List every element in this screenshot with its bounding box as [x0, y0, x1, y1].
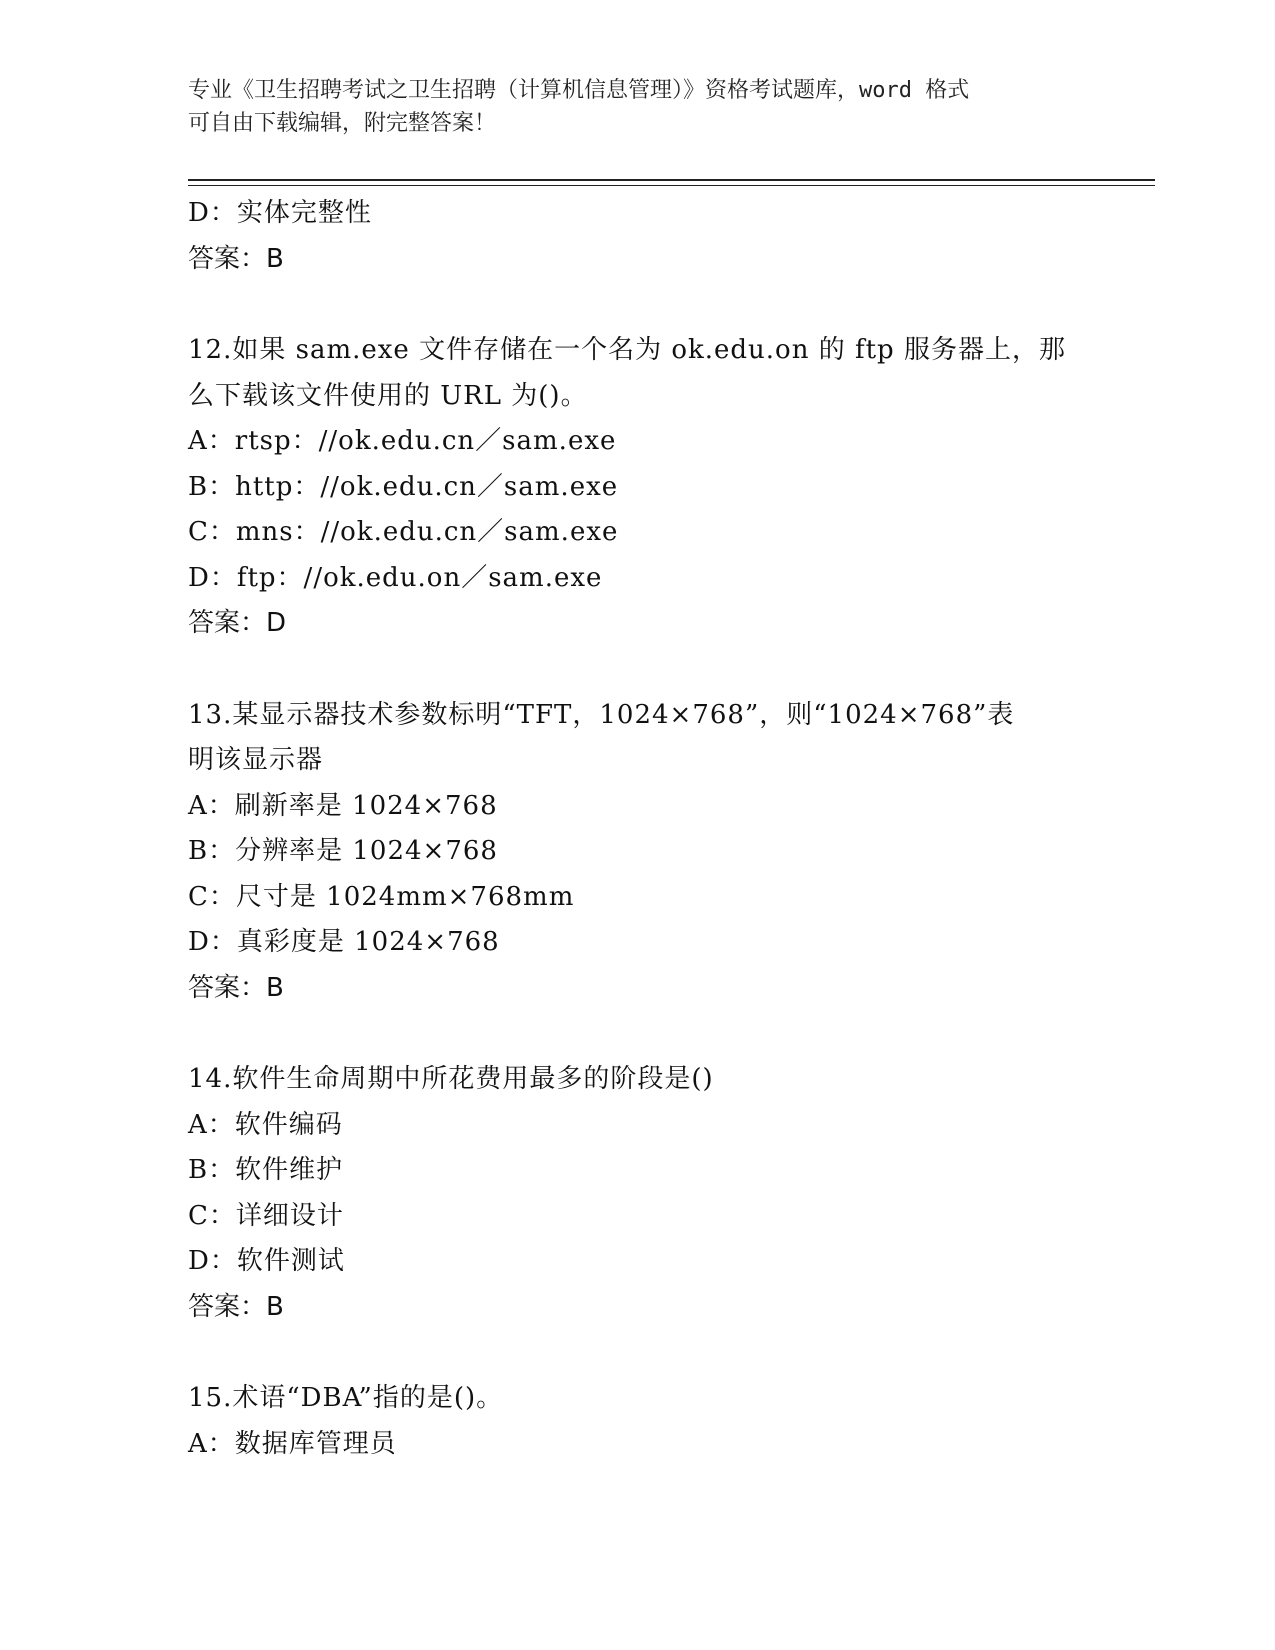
option-d: D：ftp：//ok.edu.on／sam.exe: [188, 562, 603, 593]
question-stem: 14.软件生命周期中所花费用最多的阶段是(): [188, 1064, 714, 1094]
option-b: B：软件维护: [188, 1155, 344, 1185]
header-line-2: 可自由下载编辑，附完整答案！: [188, 111, 497, 136]
option-b: B：http：//ok.edu.cn／sam.exe: [188, 471, 619, 502]
header-line-1: 专业《卫生招聘考试之卫生招聘（计算机信息管理）》资格考试题库，word 格式: [188, 78, 970, 103]
question-stem: 15.术语“DBA”指的是()。: [188, 1383, 504, 1413]
option-d: D：实体完整性: [188, 198, 372, 228]
answer: 答案：B: [188, 972, 284, 1003]
question-14: [188, 1057, 1088, 1330]
question-stem: 13.某显示器技术参数标明“TFT，1024×768”，则“1024×768”表: [188, 699, 1015, 730]
question-12: [188, 328, 1088, 647]
option-d: D：软件测试: [188, 1246, 345, 1276]
option-a: A：软件编码: [188, 1109, 343, 1140]
question-13: [188, 693, 1088, 1012]
question-stem: 12.如果 sam.exe 文件存储在一个名为 ok.edu.on 的 ftp 服务器上，那: [188, 335, 1066, 365]
header-rule-thick: [188, 179, 1155, 181]
option-b: B：分辨率是 1024×768: [188, 836, 498, 866]
spacer: [188, 282, 1088, 328]
question-list: [188, 191, 1088, 1467]
spacer: [188, 1330, 1088, 1376]
option-c: C：尺寸是 1024mm×768mm: [188, 881, 575, 912]
question-stem-continued: 明该显示器: [188, 745, 324, 775]
spacer: [188, 647, 1088, 693]
answer: 答案：D: [188, 608, 287, 638]
option-c: C：详细设计: [188, 1200, 344, 1231]
option-a: A：rtsp：//ok.edu.cn／sam.exe: [188, 426, 617, 456]
answer: 答案：B: [188, 243, 284, 274]
carryover-question: [188, 191, 1088, 282]
spacer: [188, 1011, 1088, 1057]
option-a: A：刷新率是 1024×768: [188, 790, 498, 821]
option-d: D：真彩度是 1024×768: [188, 927, 500, 957]
question-stem-continued: 么下载该文件使用的 URL 为()。: [188, 380, 588, 411]
question-15: [188, 1376, 1088, 1467]
option-c: C：mns：//ok.edu.cn／sam.exe: [188, 517, 619, 547]
page-header: [188, 74, 1088, 140]
header-rule-thin: [188, 185, 1155, 186]
answer: 答案：B: [188, 1291, 284, 1322]
option-a: A：数据库管理员: [188, 1428, 397, 1459]
